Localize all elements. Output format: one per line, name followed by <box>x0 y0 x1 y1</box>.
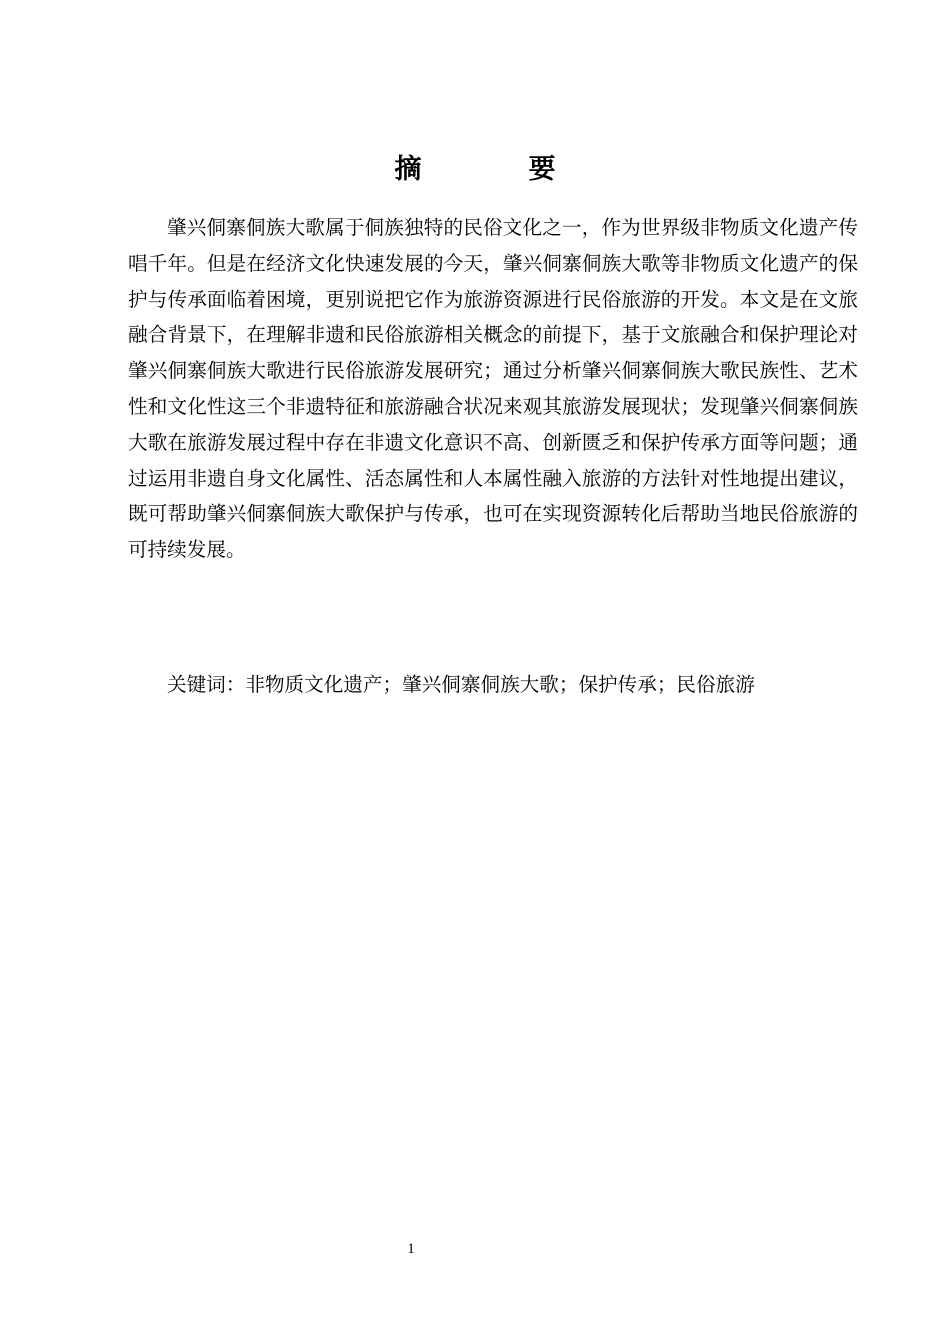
abstract-body: 肇兴侗寨侗族大歌属于侗族独特的民俗文化之一，作为世界级非物质文化遗产传唱千年。但是在经济文化快速发展的今天，肇兴侗寨侗族大歌等非物质文化遗产的保护与传承面临着困境，更别说把它作为旅游资源进行民俗旅游的开发。本文是在文旅融合背景下，在理解非遗和民俗旅游相关概念的前提下，基于文旅融合和保护理论对肇兴侗寨侗族大歌进行民俗旅游发展研究；通过分析肇兴侗寨侗族大歌民族性、艺术性和文化性这三个非遗特征和旅游融合状况来观其旅游发展现状；发现肇兴侗寨侗族大歌在旅游发展过程中存在非遗文化意识不高、创新匮乏和保护传承方面等问题；通过运用非遗自身文化属性、活态属性和人本属性融入旅游的方法针对性地提出建议，既可帮助肇兴侗寨侗族大歌保护与传承，也可在实现资源转化后帮助当地民俗旅游的可持续发展。 <box>128 216 858 562</box>
keywords-text: 非物质文化遗产；肇兴侗寨侗族大歌；保护传承；民俗旅游 <box>245 673 755 696</box>
keywords-line <box>167 667 867 702</box>
abstract-title: 摘 要 <box>394 154 596 185</box>
keywords-label: 关键词： <box>167 673 246 696</box>
page-number: 1 <box>407 1241 415 1257</box>
